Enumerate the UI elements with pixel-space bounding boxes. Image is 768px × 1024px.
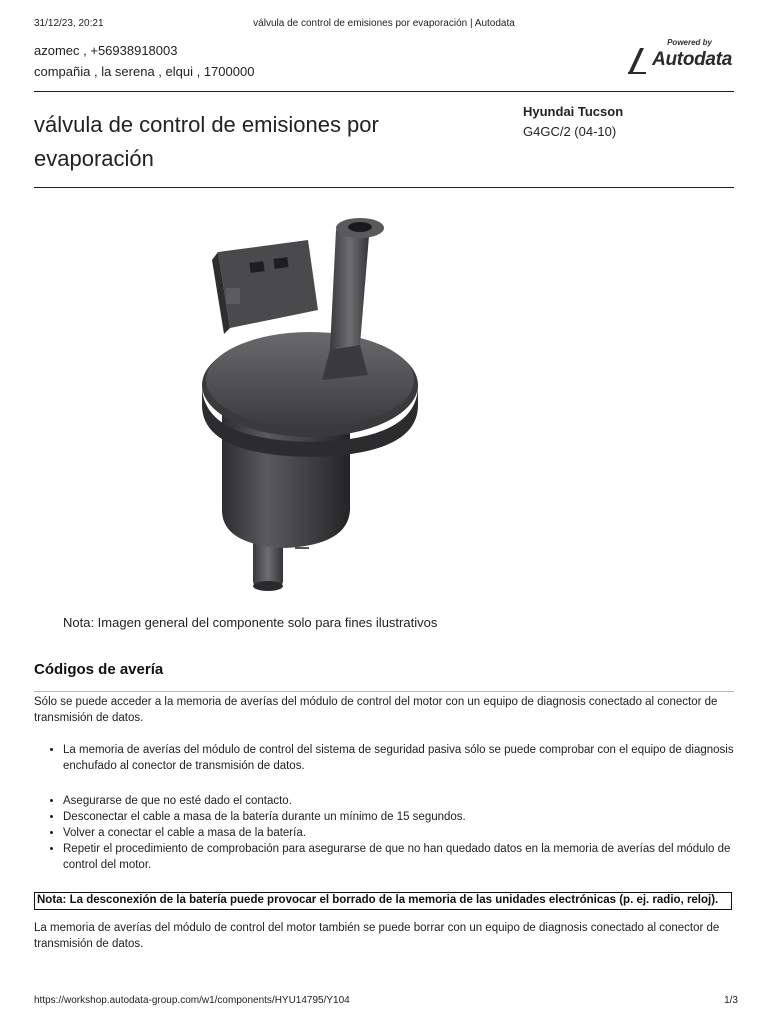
header-divider [34,91,734,92]
warning-note-text: Nota: La desconexión de la batería puede provocar el borrado de la memoria de las unidades electrónicas (p. ej. radio, reloj). [37,894,719,906]
bullet-list-1 [34,742,734,774]
section-heading: Códigos de avería [34,661,164,678]
list-item: • Desconectar el cable a masa de la batería durante un mínimo de 15 segundos. [63,809,734,825]
outro-paragraph: La memoria de averías del módulo de control del motor también se puede borrar con un equipo de diagnosis conectado al conector de transmisión de datos. [34,922,720,950]
print-url: https://workshop.autodata-group.com/w1/components/HYU14795/Y104 [34,995,350,1006]
image-note: Nota: Imagen general del componente solo para fines ilustrativos [63,615,438,630]
autodata-brand: Autodata [652,49,732,70]
print-document-title: válvula de control de emisiones por evaporación | Autodata [253,18,515,29]
list-item: • Repetir el procedimiento de comprobación para asegurarse de que no han quedado datos en la memoria de averías del módulo de control del motor. [63,841,734,873]
list-item: • Asegurarse de que no esté dado el contacto. [63,793,734,809]
logo-slash-icon [626,46,646,76]
intro-paragraph: Sólo se puede acceder a la memoria de averías del módulo de control del motor con un equipo de diagnosis conectado al conector de transmisión de datos. [34,696,718,724]
engine-code: G4GC/2 (04-10) [523,124,617,139]
page-title: válvula de control de emisiones por evaporación [34,112,379,171]
evap-valve-image [190,210,450,600]
vehicle-name: Hyundai Tucson [523,104,624,119]
title-divider [34,187,734,188]
customer-contact: azomec , +56938918003 [34,43,178,58]
print-datetime: 31/12/23, 20:21 [34,18,104,29]
bullet-list-2 [34,793,734,873]
list-item: • Volver a conectar el cable a masa de la batería. [63,825,734,841]
list-item: • La memoria de averías del módulo de control del sistema de seguridad pasiva sólo se puede comprobar con el equipo de diagnosis enchufado al conector de transmisión de datos. [63,742,734,774]
customer-address: compañia , la serena , elqui , 1700000 [34,64,255,79]
powered-by-label: Powered by [667,38,712,47]
autodata-logo [626,38,736,78]
section-divider [34,691,734,692]
print-page-number: 1/3 [724,995,738,1006]
warning-note-box [34,892,732,910]
